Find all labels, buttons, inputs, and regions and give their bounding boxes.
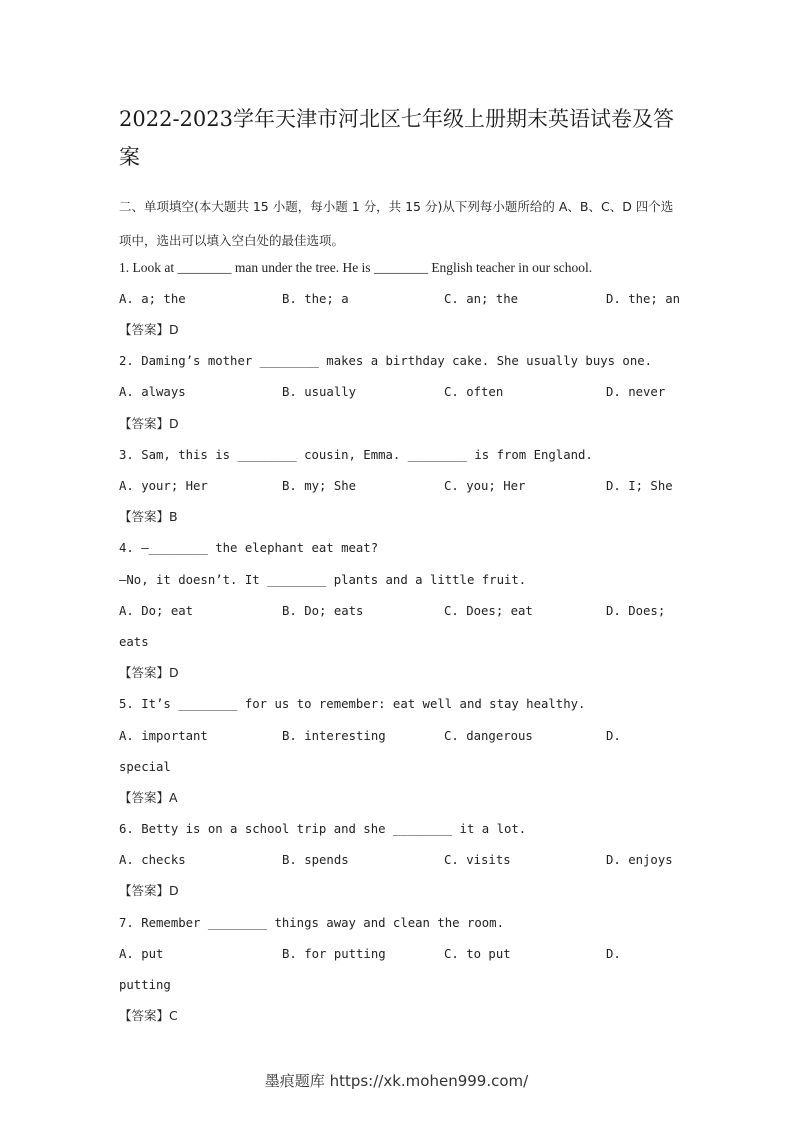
question-6-stem: 6. Betty is on a school trip and she ________ it a lot. — [119, 822, 527, 836]
question-7-option-b: B. for putting — [282, 947, 386, 961]
question-2-option-c: C. often — [444, 385, 504, 399]
question-5-option-c: C. dangerous — [444, 729, 533, 743]
question-7-option-c: C. to put — [444, 947, 511, 961]
question-1-stem: 1. Look at ________ man under the tree. He is ________ English teacher in our school. — [119, 260, 593, 275]
question-6-answer: 【答案】D — [119, 883, 179, 898]
question-4-option-c: C. Does; eat — [444, 604, 533, 618]
question-5-option-d: D. — [606, 729, 621, 743]
question-7-answer: 【答案】C — [119, 1008, 178, 1023]
question-2-option-b: B. usually — [282, 385, 357, 399]
question-6-option-c: C. visits — [444, 853, 511, 867]
question-4-option-d: D. Does; — [606, 604, 666, 618]
question-5-option-b: B. interesting — [282, 729, 386, 743]
question-5-answer: 【答案】A — [119, 790, 178, 805]
question-1-option-b: B. the; a — [282, 292, 349, 306]
question-7-option-d-continued: putting — [119, 978, 171, 992]
question-6-option-b: B. spends — [282, 853, 349, 867]
question-2-answer: 【答案】D — [119, 416, 179, 431]
question-4-stem: 4. —________ the elephant eat meat? — [119, 541, 379, 555]
question-6-option-d: D. enjoys — [606, 853, 673, 867]
question-7-stem: 7. Remember ________ things away and clean the room. — [119, 916, 504, 930]
question-4-option-d-continued: eats — [119, 635, 149, 649]
question-1-answer: 【答案】D — [119, 322, 179, 337]
section-intro: 二、单项填空(本大题共 15 小题，每小题 1 分，共 15 分)从下列每小题所给的 A、B、C、D 四个选项中，选出可以填入空白处的最佳选项。 — [119, 199, 674, 248]
question-2-option-a: A. always — [119, 385, 186, 399]
question-7-option-d: D. — [606, 947, 621, 961]
question-5-stem: 5. It’s ________ for us to remember: eat well and stay healthy. — [119, 697, 586, 711]
footer-watermark: 墨痕题库 https://xk.mohen999.com/ — [264, 1072, 529, 1090]
question-3-option-c: C. you; Her — [444, 479, 526, 493]
question-4-option-b: B. Do; eats — [282, 604, 364, 618]
question-6-option-a: A. checks — [119, 853, 186, 867]
question-3-option-d: D. I; She — [606, 479, 673, 493]
question-1-option-c: C. an; the — [444, 292, 519, 306]
question-4-option-a: A. Do; eat — [119, 604, 194, 618]
question-2-stem: 2. Daming’s mother ________ makes a birthday cake. She usually buys one. — [119, 354, 653, 368]
question-1-option-d: D. the; an — [606, 292, 681, 306]
question-3-option-a: A. your; Her — [119, 479, 208, 493]
question-3-answer: 【答案】B — [119, 509, 178, 524]
question-2-option-d: D. never — [606, 385, 666, 399]
question-7-option-a: A. put — [119, 947, 164, 961]
document-title: 2022-2023学年天津市河北区七年级上册期末英语试卷及答案 — [119, 107, 674, 169]
question-3-option-b: B. my; She — [282, 479, 357, 493]
question-4-stem-reply: —No, it doesn’t. It ________ plants and a little fruit. — [119, 573, 527, 587]
question-5-option-d-continued: special — [119, 760, 171, 774]
question-4-answer: 【答案】D — [119, 665, 179, 680]
question-5-option-a: A. important — [119, 729, 208, 743]
question-3-stem: 3. Sam, this is ________ cousin, Emma. ________ is from England. — [119, 448, 593, 462]
question-1-option-a: A. a; the — [119, 292, 186, 306]
